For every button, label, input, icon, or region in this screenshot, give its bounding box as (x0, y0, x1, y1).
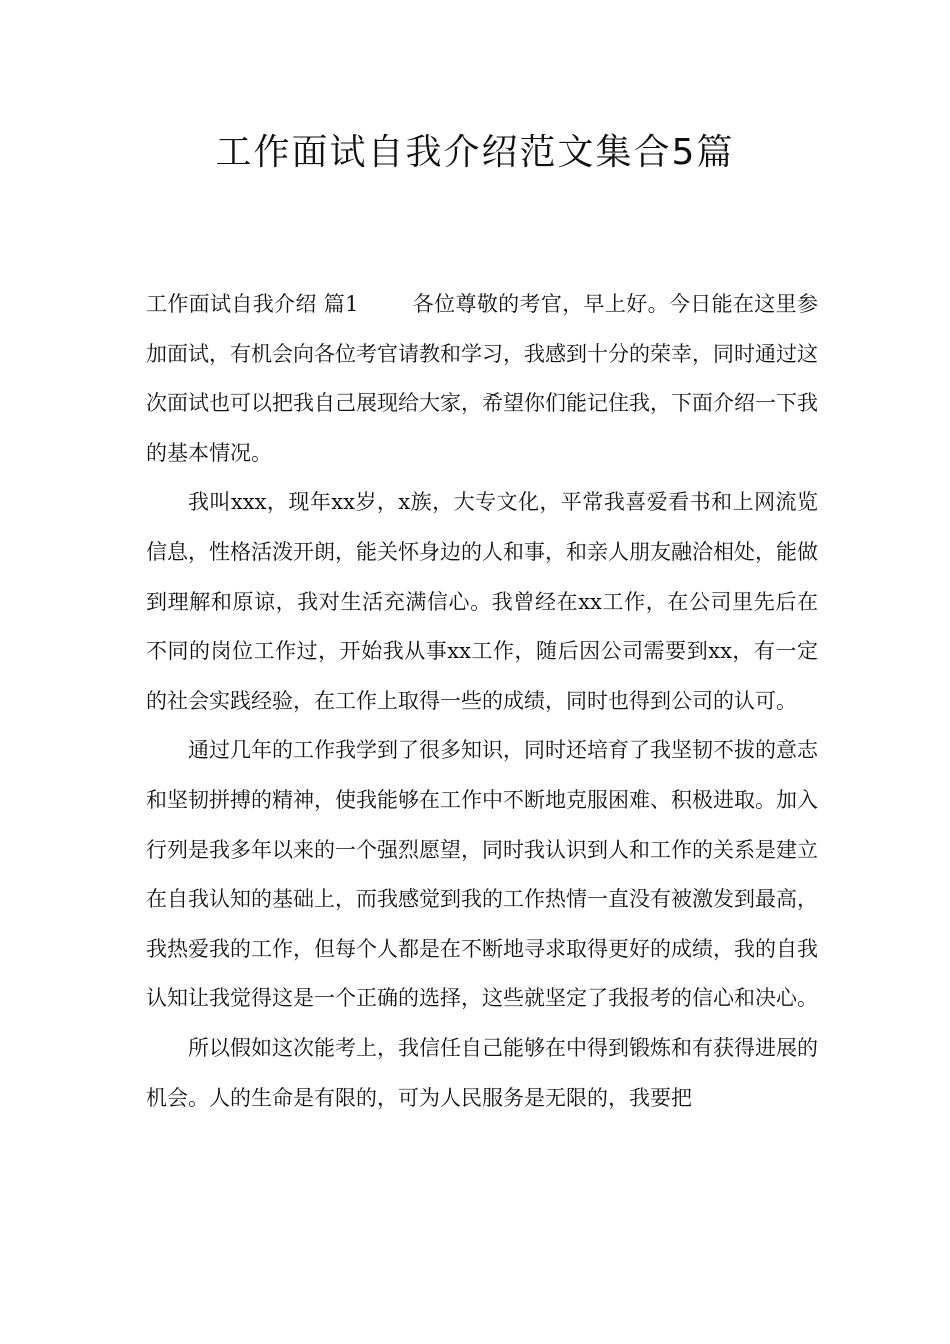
paragraph-experience: 通过几年的工作我学到了很多知识，同时还培育了我坚韧不拔的意志和坚韧拼搏的精神，使我能够在工作中不断地克服困难、积极进取。加入行列是我多年以来的一个强烈愿望，同时我认识到人和工作的关系是建立在自我认知的基础上，而我感觉到我的工作热情一直没有被激发到最高，我热爱我的工作，但每个人都是在不断地寻求取得更好的成绩，我的自我认知让我觉得这是一个正确的选择，这些就坚定了我报考的信心和决心。 (146, 738, 818, 1011)
section-label: 工作面试自我介绍 篇1 (146, 292, 359, 316)
document-body (146, 280, 818, 1123)
paragraph-background: 我叫xxx，现年xx岁，x族，大专文化，平常我喜爱看书和上网流览信息，性格活泼开朗，能关怀身边的人和事，和亲人朋友融洽相处，能做到理解和原谅，我对生活充满信心。我曾经在xx工作，在公司里先后在不同的岗位工作过，开始我从事xx工作，随后因公司需要到xx，有一定的社会实践经验，在工作上取得一些的成绩，同时也得到公司的认可。 (146, 490, 818, 713)
paragraph-intro (146, 280, 818, 478)
document-title: 工作面试自我介绍范文集合5篇 (215, 132, 735, 173)
paragraph-commitment: 所以假如这次能考上，我信任自己能够在中得到锻炼和有获得进展的机会。人的生命是有限的，可为人民服务是无限的，我要把 (146, 1035, 818, 1110)
paragraph-text: 各位尊敬的考官，早上好。今日能在这里参加面试，有机会向各位考官请教和学习，我感到十分的荣幸，同时通过这次面试也可以把我自己展现给大家，希望你们能记住我，下面介绍一下我的基本情况。 (146, 292, 818, 465)
